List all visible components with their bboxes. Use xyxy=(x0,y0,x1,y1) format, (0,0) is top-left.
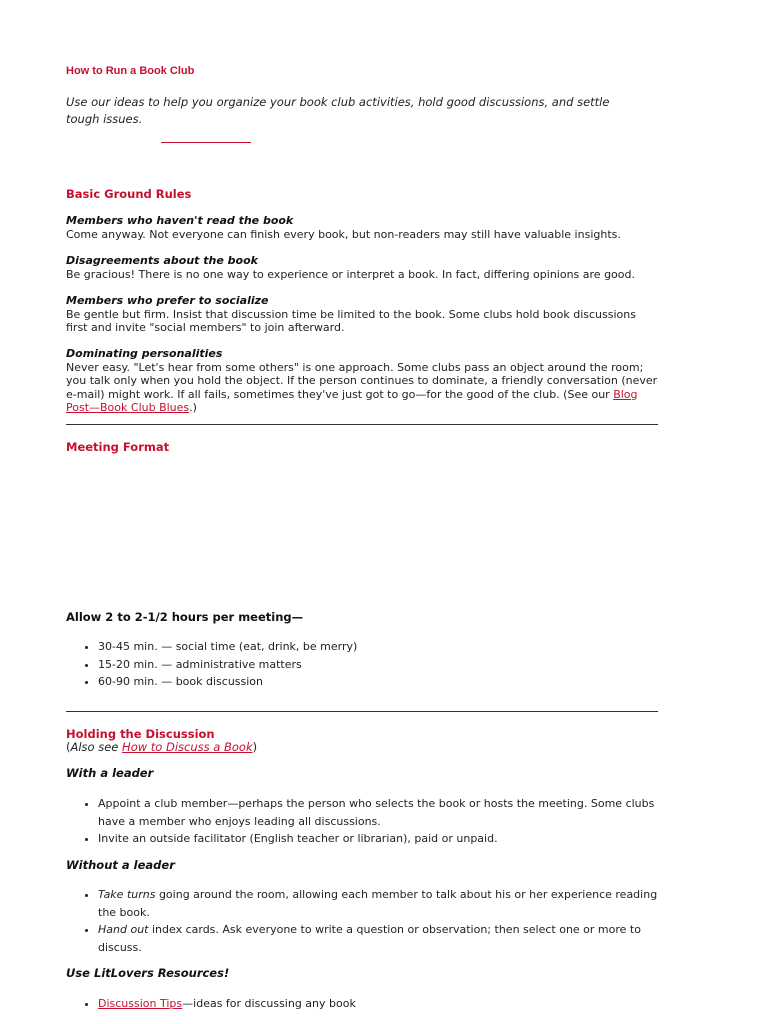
intro-text: Use our ideas to help you organize your book club activities, hold good discussions, and settle tough issues. xyxy=(66,95,610,126)
rule-socialize xyxy=(66,294,658,335)
rule-dominating xyxy=(66,347,658,415)
without-leader-label: Without a leader xyxy=(66,858,175,872)
resources-list xyxy=(66,995,668,1013)
list-item-text: going around the room, allowing each member to talk about his or her experience reading the book. xyxy=(98,888,658,919)
rule-disagreements xyxy=(66,254,658,281)
discussion-tips-link[interactable]: Discussion Tips xyxy=(98,997,183,1010)
section-divider xyxy=(66,424,658,425)
list-item xyxy=(98,921,668,956)
rule-head: Dominating personalities xyxy=(66,347,223,360)
also-see-line xyxy=(66,740,257,754)
blog-post-link[interactable]: Blog Post—Book Club Blues xyxy=(66,387,638,414)
rule-body: Be gracious! There is no one way to experience or interpret a book. In fact, differing opinions are good. xyxy=(66,267,635,281)
list-item-text: index cards. Ask everyone to write a question or observation; then select one or more to discuss. xyxy=(98,923,641,954)
discussion-heading: Holding the Discussion xyxy=(66,727,215,741)
meeting-format-heading: Meeting Format xyxy=(66,440,170,454)
rule-head: Members who prefer to socialize xyxy=(66,294,269,307)
without-leader-list xyxy=(66,886,668,956)
rule-body-text: Never easy. "Let's hear from some others" is one approach. Some clubs pass an object around the room; you talk only when you hold the object. If the person continues to dominate, a friendly conversation (never e-mail) might work. If all fails, sometimes they've just got to go—for the good of the club. (See our xyxy=(66,360,658,401)
paren-open: ( xyxy=(66,740,71,754)
list-item-emphasis: Take turns xyxy=(98,888,156,901)
list-item: • Appoint a club member—perhaps the person who selects the book or hosts the meeting. Some clubs have a member who enjoys leading all discussions. xyxy=(98,795,668,830)
list-item: • 15-20 min. — administrative matters xyxy=(98,656,668,674)
how-to-discuss-link[interactable]: How to Discuss a Book xyxy=(122,740,253,754)
ground-rules-heading: Basic Ground Rules xyxy=(66,187,192,201)
resources-label: Use LitLovers Resources! xyxy=(66,966,230,980)
meeting-schedule-list xyxy=(66,638,668,691)
paren-close: ) xyxy=(252,740,258,754)
page-title: How to Run a Book Club xyxy=(66,65,195,77)
decorative-divider xyxy=(161,142,251,143)
list-item: • 60-90 min. — book discussion xyxy=(98,673,668,691)
rule-head: Members who haven't read the book xyxy=(66,214,294,227)
rule-body: Come anyway. Not everyone can finish every book, but non-readers may still have valuable insights. xyxy=(66,227,621,241)
rule-body: Be gentle but firm. Insist that discussion time be limited to the book. Some clubs hold book discussions first and invite "social members" to join afterward. xyxy=(66,307,636,334)
list-item xyxy=(98,886,668,921)
also-see-label: Also see xyxy=(70,740,123,754)
list-item-emphasis: Hand out xyxy=(98,923,149,936)
list-item-text: —ideas for discussing any book xyxy=(182,997,356,1010)
with-leader-label: With a leader xyxy=(66,766,154,780)
rule-body xyxy=(66,361,658,415)
rule-body-after: .) xyxy=(189,401,197,414)
rule-unread xyxy=(66,214,658,241)
list-item: • 30-45 min. — social time (eat, drink, be merry) xyxy=(98,638,668,656)
list-item xyxy=(98,995,668,1013)
meeting-duration-label: Allow 2 to 2-1/2 hours per meeting— xyxy=(66,610,304,624)
list-item: • Invite an outside facilitator (English teacher or librarian), paid or unpaid. xyxy=(98,830,668,848)
rule-head: Disagreements about the book xyxy=(66,254,258,267)
with-leader-list xyxy=(66,795,668,848)
section-divider xyxy=(66,711,658,712)
